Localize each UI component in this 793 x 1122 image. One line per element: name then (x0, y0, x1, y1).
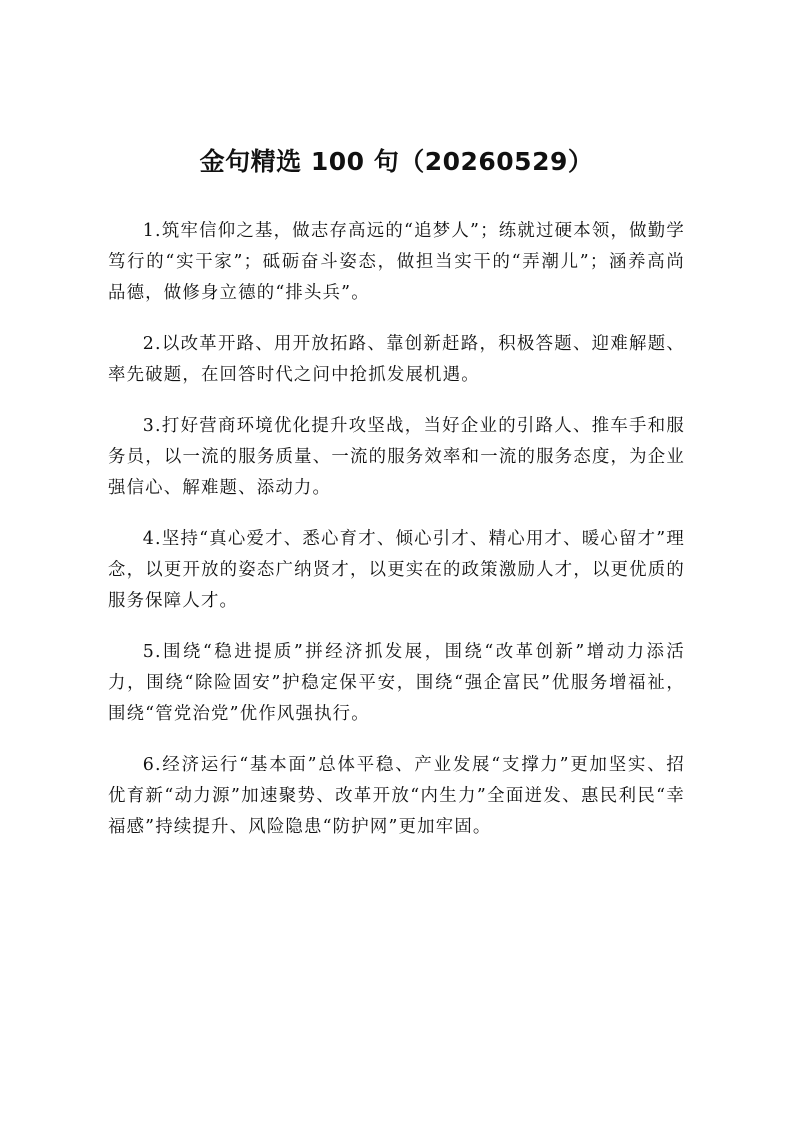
quote-item-5: 5.围绕“稳进提质”拼经济抓发展，围绕“改革创新”增动力添活力，围绕“除险固安”护稳定保平安，围绕“强企富民”优服务增福祉，围绕“管党治党”优作风强执行。 (108, 642, 685, 724)
quote-list (108, 216, 685, 843)
document-title: 金句精选 100 句（20260529） (199, 147, 594, 176)
quote-item-6: 6.经济运行“基本面”总体平稳、产业发展“支撑力”更加坚实、招优育新“动力源”加速聚势、改革开放“内生力”全面迸发、惠民利民“幸福感”持续提升、风险隐患“防护网”更加牢固。 (108, 755, 685, 837)
quote-item-4: 4.坚持“真心爱才、悉心育才、倾心引才、精心用才、暖心留才”理念，以更开放的姿态广纳贤才，以更实在的政策激励人才，以更优质的服务保障人才。 (108, 529, 685, 611)
quote-item-2: 2.以改革开路、用开放拓路、靠创新赶路，积极答题、迎难解题、率先破题，在回答时代之问中抢抓发展机遇。 (108, 334, 685, 385)
quote-item-3: 3.打好营商环境优化提升攻坚战，当好企业的引路人、推车手和服务员，以一流的服务质量、一流的服务效率和一流的服务态度，为企业强信心、解难题、添动力。 (108, 416, 685, 498)
quote-item-1: 1.筑牢信仰之基，做志存高远的“追梦人”；练就过硬本领，做勤学笃行的“实干家”；砥砺奋斗姿态，做担当实干的“弄潮儿”；涵养高尚品德，做修身立德的“排头兵”。 (108, 221, 685, 303)
